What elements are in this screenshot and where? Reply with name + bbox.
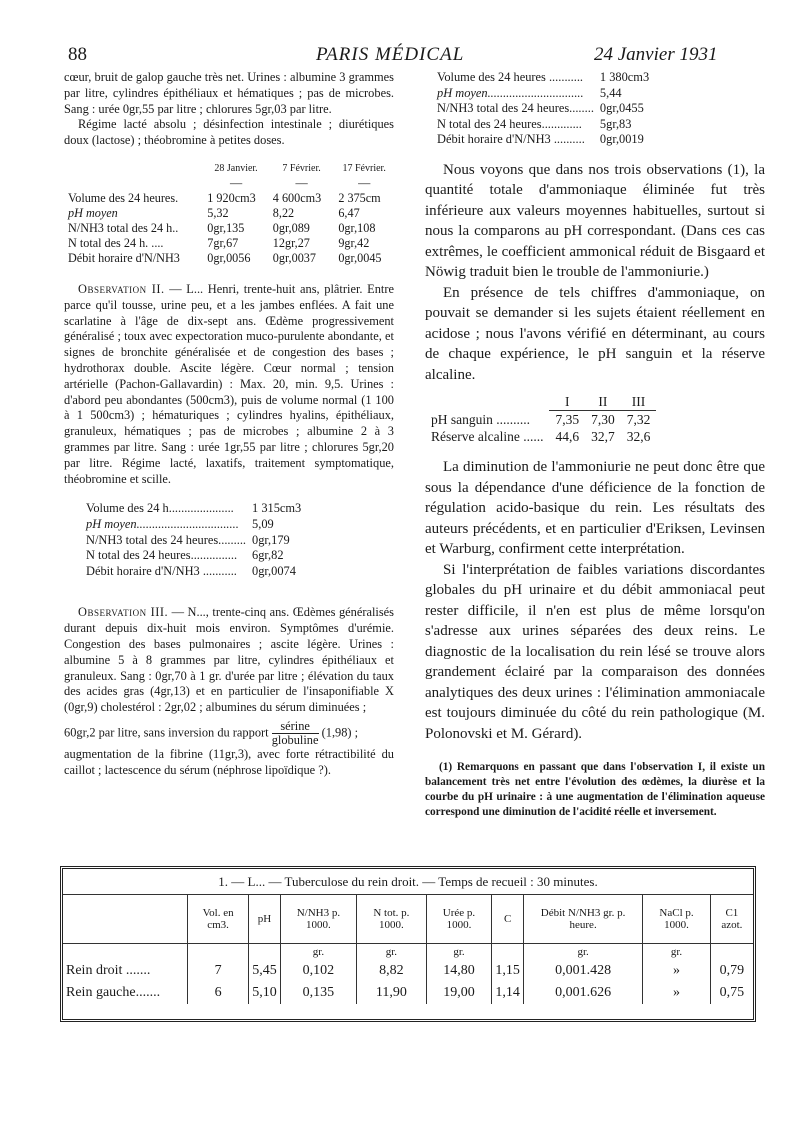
column-header: Urée p. 1000.	[426, 895, 492, 943]
table-observation-1: 28 Janvier. 7 Février. 17 Février. — — — Volume des 24 heures. 1 920cm3 4 600cm3 2 375cm pH moyen 5,32 8,22 6,47 N/NH3 total des 24 h.. 0gr,135 0gr,089 0gr,108 N total des 24 h. .... 7gr,67 12gr,27 9gr,42 Débit horaire d'N/NH3 0gr,0056 0gr,0037 0gr,0045	[64, 161, 394, 266]
column-header: III	[621, 393, 657, 411]
paragraph: Si l'interprétation de faibles variations discordantes globales du pH urinaire et du débit ammoniacal peut rester difficile, il n'en est plus de même lorsqu'on s'adresse aux urines séparées des deux reins. Le diagnostic de la localisation du rein lésé se trouve alors grandement éclairé par la comparaison des données analytiques des deux urines : l'élimination ammoniacale est toujours diminuée du côté du rein pathologique (M. Polonovski et M. Gérard).	[425, 561, 765, 742]
table-row: Volume des 24 heures ........... 1 380cm3	[437, 70, 650, 84]
table-observation-3	[437, 70, 649, 148]
table-caption: 1. — L... — Tuberculose du rein droit. — Temps de recueil : 30 minutes.	[63, 869, 753, 895]
paragraph: Régime lacté absolu ; désinfection intestinale ; diurétiques doux (lactose) ; théobromine à petites doses.	[64, 117, 394, 148]
table-row: Volume des 24 h..................... 1 315cm3	[86, 501, 302, 516]
paragraph: En présence de tels chiffres d'ammoniaque, on pouvait se demander si les sujets étaient réellement en acidose ; nous l'avons vérifié en déterminant, au cours de chaque expérience, le pH sanguin et la réserve alcaline.	[425, 284, 765, 383]
table-row: N total des 24 heures............... 6gr,82	[86, 548, 284, 563]
column-header: C	[492, 895, 524, 943]
page-number: 88	[68, 44, 87, 65]
table-row: N/NH3 total des 24 heures........ 0gr,0455	[437, 101, 644, 116]
table-row: pH moyen................................. 5,09	[86, 516, 274, 531]
issue-date: 24 Janvier 1931	[594, 44, 718, 65]
table-row: Rein gauche....... 6 5,10 0,135 11,90 19,00 1,14 0,001.626 » 0,75	[63, 982, 753, 1004]
table-row: Volume des 24 heures. 1 920cm3 4 600cm3 2 375cm	[68, 190, 381, 205]
left-column	[64, 70, 394, 778]
column-header: 28 Janvier.	[214, 162, 258, 174]
column-header: N tot. p. 1000.	[357, 895, 426, 943]
table-row: N total des 24 h. .... 7gr,67 12gr,27 9gr,42	[68, 235, 370, 250]
table-blood	[425, 393, 656, 445]
fraction-line: 60gr,2 par litre, sans inversion du rapport sérine globuline (1,98) ;	[64, 718, 359, 747]
fraction: sérine globuline	[271, 718, 319, 747]
table-observation-2	[86, 501, 301, 579]
paragraph: La diminution de l'ammoniurie ne peut donc être que sous la dépendance d'une déficience de la fonction de régulation acido-basique du rein. Les résultats des auteurs précédents, et en particulier d'Eriksen, Levinsen et Warburg, confirment cette interprétation.	[425, 459, 765, 558]
column-header: Débit N/NH3 gr. p. heure.	[523, 895, 642, 943]
column-header: C1 azot.	[710, 895, 753, 943]
table-row: N/NH3 total des 24 heures......... 0gr,179	[86, 532, 290, 547]
paragraph: Nous voyons que dans nos trois observations (1), la quantité totale d'ammoniaque éliminée fut très inférieure aux valeurs moyennes habituelles, surtout si nous la comparons au pH correspondant. (Dans ces cas extrêmes, le coefficient ammonical réduit de Bisgaard et Nöwig traduit bien le trouble de l'ammoniurie.)	[425, 161, 765, 281]
paragraph: cœur, bruit de galop gauche très net. Urines : albumine 3 grammes par litre, cylindres épithéliaux et hématiques ; pas de microbes. Sang : urée 0gr,55 par litre ; chlorures 5gr,03 par litre.	[64, 70, 394, 116]
table-row: pH sanguin .......... 7,35 7,30 7,32	[431, 412, 651, 428]
results-table: Vol. en cm3. pH N/NH3 p. 1000. N tot. p. 1000. Urée p. 1000. C Débit N/NH3 gr. p. heure. NaCl p. 1000. C1 azot. gr. gr. gr. gr. gr. Rein droit ....... 7 5,45 0,102 8,82 14,80 1,15 0,001.428 » 0,79 Rein gauche....... 6 5,10 0,135 11,90 19,00 1,14 0,001.626 » 0,75	[63, 895, 753, 1004]
column-header: NaCl p. 1000.	[643, 895, 710, 943]
table-row: pH moyen 5,32 8,22 6,47	[68, 205, 360, 220]
column-header: II	[585, 393, 621, 411]
footnote: (1) Remarquons en passant que dans l'observation I, il existe un balancement très net entre l'évolution des œdèmes, la diurèse et la courbe du pH urinaire : à une augmentation de l'élimination aqueuse correspond une diminution de l'acidité réelle et inversement.	[425, 761, 765, 819]
column-header: 7 Février.	[282, 162, 321, 174]
table-row: Débit horaire d'N/NH3 .......... 0gr,0019	[437, 132, 644, 147]
table-row: N/NH3 total des 24 h.. 0gr,135 0gr,089 0gr,108	[68, 220, 376, 235]
section-heading: Observation II.	[78, 281, 165, 296]
right-column	[425, 70, 765, 820]
table-row: Rein droit ....... 7 5,45 0,102 8,82 14,80 1,15 0,001.428 » 0,79	[63, 960, 753, 982]
results-table-frame	[60, 866, 756, 1022]
section-heading: Observation III.	[78, 605, 169, 620]
paragraph: augmentation de la fibrine (11gr,3), avec forte rétractibilité du caillot ; lactescence du sérum (néphrose lipoïdique ?).	[64, 746, 394, 777]
column-header: I	[549, 393, 585, 411]
table-row: Débit horaire d'N/NH3 0gr,0056 0gr,0037 0gr,0045	[68, 250, 382, 265]
column-header: N/NH3 p. 1000.	[280, 895, 356, 943]
column-header: 17 Février.	[342, 162, 386, 174]
column-header: Vol. en cm3.	[188, 895, 249, 943]
journal-title: PARIS MÉDICAL	[316, 44, 465, 65]
table-row: Réserve alcaline ...... 44,6 32,7 32,6	[431, 429, 651, 445]
column-header: pH	[249, 895, 281, 943]
paragraph-observation-3: Observation III. — N..., trente-cinq ans. Œdèmes généralisés durant depuis dix-huit mois environ. Symptômes d'urémie. Congestion des bases pulmonaires ; ascite légère. Urines : albumine 5 à 8 grammes par litre, cylindres épithéliaux et granuleux. Sang : 0gr,70 à 1 gr. d'urée par litre ; élévation du taux des acides gras (4gr,13) et en particulier de l'insaponifiable X (0gr,9) cholestérol : 2gr,02 ; albumines du sérum diminuées ;	[64, 605, 394, 715]
table-row: N total des 24 heures............. 5gr,83	[437, 116, 632, 131]
table-row: Débit horaire d'N/NH3 ........... 0gr,0074	[86, 563, 296, 578]
table-row: pH moyen............................... 5,44	[437, 85, 622, 100]
paragraph-observation-2: Observation II. — L... Henri, trente-huit ans, plâtrier. Entre parce qu'il tousse, urine peu, et a les jambes enflées. A fait une scarlatine à l'âge de dix-sept ans. Œdème progressivement généralisé ; toux avec expectoration muco-purulente abondante, et signes de bronchite généralisée et de congestion des bases ; hydrothorax double. Ascite légère. Cœur normal ; tension artérielle (Pachon-Gallavardin) : Max. 20, min. 9,5. Urines : d'abord peu abondantes (500cm3), puis de volume normal (1 100 à 1 500cm3) ; hématuriques ; cylindres hyalins, épithéliaux, granuleux, hématiques ; pas de microbes ; albumine 2 à 3 grammes par litre. Sang : urée 1gr,55 par litre ; chlorures 5gr,20 par litre. Régime lacté, laxatifs, traitement symptomatique, théobromine et scille.	[64, 281, 394, 486]
